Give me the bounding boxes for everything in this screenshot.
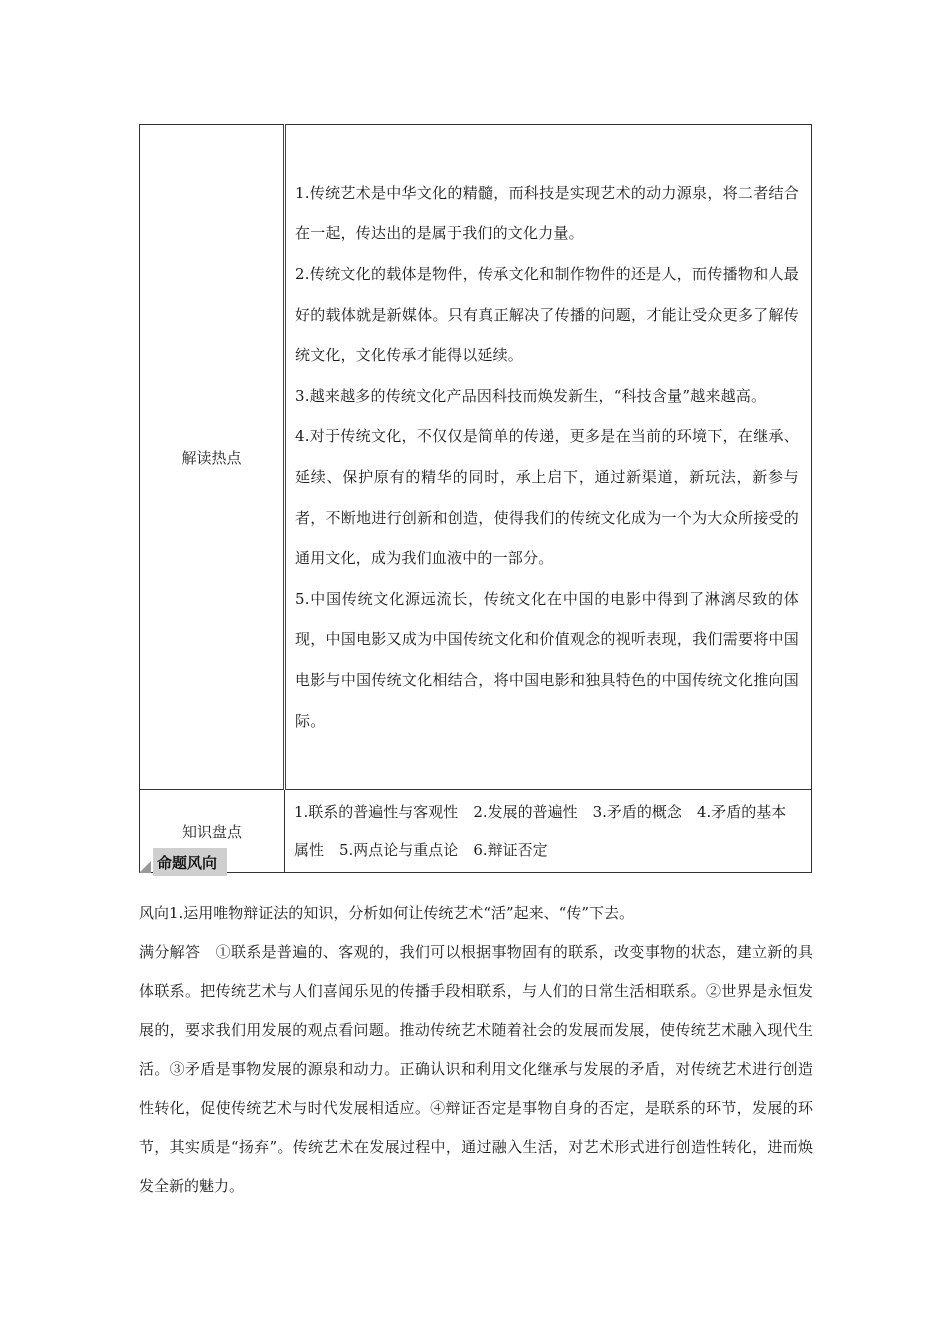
hotspot-content [285, 125, 812, 790]
knowledge-content: 1.联系的普遍性与客观性 2.发展的普遍性 3.矛盾的概念 4.矛盾的基本属性 5.两点论与重点论 6.辩证否定 [285, 790, 812, 873]
hotspot-item: 3.越来越多的传统文化产品因科技而焕发新生，“科技含量”越来越高。 [295, 386, 767, 405]
answer-block [139, 894, 813, 1206]
knowledge-label: 知识盘点 [140, 790, 285, 873]
question-line: 风向1.运用唯物辩证法的知识，分析如何让传统艺术“活”起来、“传”下去。 [139, 904, 634, 922]
knowledge-row [140, 790, 812, 873]
hotspot-item: 1.传统艺术是中华文化的精髓，而科技是实现艺术的动力源泉，将二者结合在一起，传达出的是属于我们的文化力量。 [295, 183, 799, 243]
hotspot-label: 解读热点 [140, 125, 285, 790]
hotspot-item: 4.对于传统文化，不仅仅是简单的传递，更多是在当前的环境下，在继承、延续、保护原有的精华的同时，承上启下，通过新渠道，新玩法，新参与者，不断地进行创新和创造，使得我们的传统文化成为一个为大众所接受的通用文化，成为我们血液中的一部分。 [295, 427, 799, 568]
hotspot-item: 5.中国传统文化源远流长，传统文化在中国的电影中得到了淋漓尽致的体现，中国电影又成为中国传统文化和价值观念的视听表现，我们需要将中国电影与中国传统文化相结合，将中国电影和独具特色的中国传统文化推向国际。 [295, 589, 799, 730]
triangle-marker-icon [139, 861, 151, 873]
answer-paragraph: 满分解答 ①联系是普遍的、客观的，我们可以根据事物固有的联系，改变事物的状态，建立新的具体联系。把传统艺术与人们喜闻乐见的传播手段相联系，与人们的日常生活相联系。②世界是永恒发展的，要求我们用发展的观点看问题。推动传统艺术随着社会的发展而发展，使传统艺术融入现代生活。③矛盾是事物发展的源泉和动力。正确认识和利用文化继承与发展的矛盾，对传统艺术进行创造性转化，促使传统艺术与时代发展相适应。④辩证否定是事物自身的否定，是联系的环节，发展的环节，其实质是“扬弃”。传统艺术在发展过程中，通过融入生活，对艺术形式进行创造性转化，进而焕发全新的魅力。 [139, 943, 813, 1195]
hotspot-item: 2.传统文化的载体是物件，传承文化和制作物件的还是人，而传播物和人最好的载体就是新媒体。只有真正解决了传播的问题，才能让受众更多了解传统文化，文化传承才能得以延续。 [295, 265, 799, 365]
section-title: 命题风向 [153, 848, 227, 876]
section-heading [139, 848, 227, 876]
hotspot-table [139, 124, 812, 873]
hotspot-row [140, 125, 812, 790]
